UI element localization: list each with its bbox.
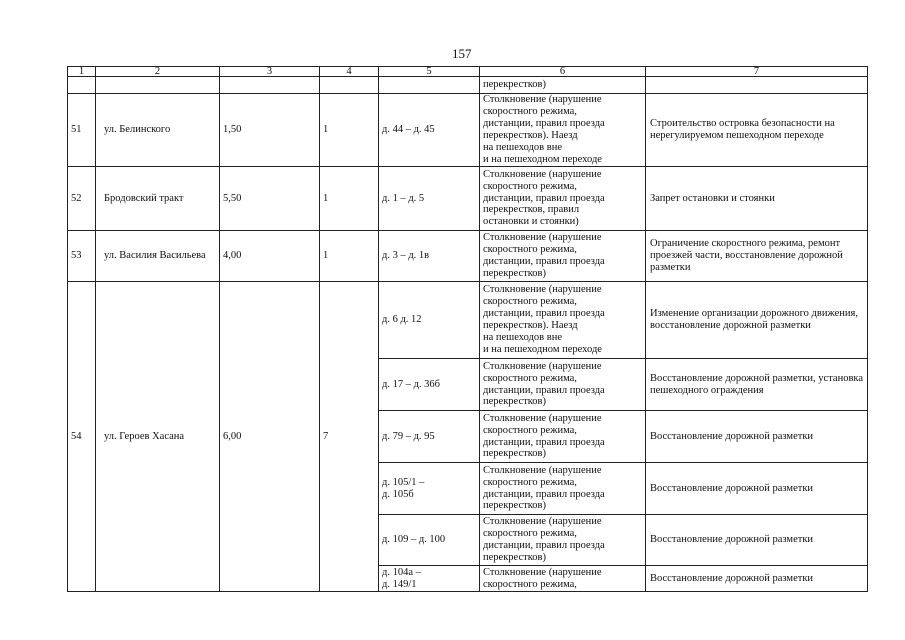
measures: Ограничение скоростного режима, ремонт проезжей части, восстановление дорожной разметки: [646, 231, 868, 282]
measures: Изменение организации дорожного движения, восстановление дорожной разметки: [646, 282, 868, 359]
street-name: ул. Белинского: [96, 94, 220, 167]
address-range: д. 109 – д. 100: [379, 515, 480, 566]
cont-cell: [379, 77, 480, 94]
accident-cause: Столкновение (нарушение скоростного режима, дистанции, правил проезда перекрестков): [480, 359, 646, 411]
measures: Восстановление дорожной разметки, установка пешеходного ограждения: [646, 359, 868, 411]
header-col-2: 2: [96, 67, 220, 77]
cont-cell: [646, 77, 868, 94]
accident-cause: Столкновение (нарушение скоростного режима, дистанции, правил проезда перекрестков, правил остановки и стоянки): [480, 167, 646, 231]
accident-cause: Столкновение (нарушение скоростного режима, дистанции, правил проезда перекрестков). Наезд на пешеходов вне и на пешеходном переходе: [480, 282, 646, 359]
street-name: Бродовский тракт: [96, 167, 220, 231]
header-col-6: 6: [480, 67, 646, 77]
address-range: д. 105/1 – д. 105б: [379, 463, 480, 515]
accident-cause: Столкновение (нарушение скоростного режима, дистанции, правил проезда перекрестков): [480, 515, 646, 566]
address-range: д. 44 – д. 45: [379, 94, 480, 167]
accident-cause: Столкновение (нарушение скоростного режима, дистанции, правил проезда перекрестков): [480, 463, 646, 515]
cont-cell: [320, 77, 379, 94]
header-col-1: 1: [68, 67, 96, 77]
accident-cause: Столкновение (нарушение скоростного режима, дистанции, правил проезда перекрестков): [480, 411, 646, 463]
address-range: д. 17 – д. 36б: [379, 359, 480, 411]
measures: Строительство островка безопасности на нерегулируемом пешеходном переходе: [646, 94, 868, 167]
accident-count: 1: [320, 167, 379, 231]
measures: Запрет остановки и стоянки: [646, 167, 868, 231]
accident-count: 1: [320, 94, 379, 167]
continuation-row: [68, 77, 868, 94]
accident-cause: Столкновение (нарушение скоростного режима, дистанции, правил проезда перекрестков): [480, 231, 646, 282]
header-col-4: 4: [320, 67, 379, 77]
measures: Восстановление дорожной разметки: [646, 463, 868, 515]
length: 1,50: [220, 94, 320, 167]
length: 5,50: [220, 167, 320, 231]
address-range: д. 79 – д. 95: [379, 411, 480, 463]
measures: Восстановление дорожной разметки: [646, 515, 868, 566]
table-row-52: [68, 167, 868, 231]
measures: Восстановление дорожной разметки: [646, 566, 868, 592]
accident-cause: Столкновение (нарушение скоростного режима,: [480, 566, 646, 592]
header-col-3: 3: [220, 67, 320, 77]
accident-count: 7: [320, 282, 379, 592]
accident-cause: Столкновение (нарушение скоростного режима, дистанции, правил проезда перекрестков). Наезд на пешеходов вне и на пешеходном переходе: [480, 94, 646, 167]
header-col-5: 5: [379, 67, 480, 77]
address-range: д. 6 д. 12: [379, 282, 480, 359]
table-row-53: [68, 231, 868, 282]
cont-cause-cell: перекрестков): [480, 77, 646, 94]
cont-cell: [220, 77, 320, 94]
length: 4,00: [220, 231, 320, 282]
table-row-51: [68, 94, 868, 167]
table-row-54-sub-1: [68, 282, 868, 359]
measures: Восстановление дорожной разметки: [646, 411, 868, 463]
address-range: д. 1 – д. 5: [379, 167, 480, 231]
row-number: 54: [68, 282, 96, 592]
length: 6,00: [220, 282, 320, 592]
row-number: 51: [68, 94, 96, 167]
row-number: 52: [68, 167, 96, 231]
page-number: 157: [452, 46, 472, 61]
row-number: 53: [68, 231, 96, 282]
address-range: д. 3 – д. 1в: [379, 231, 480, 282]
road-accident-table: [67, 66, 868, 592]
cont-cell: [96, 77, 220, 94]
header-col-7: 7: [646, 67, 868, 77]
cont-cell: [68, 77, 96, 94]
address-range: д. 104а – д. 149/1: [379, 566, 480, 592]
accident-count: 1: [320, 231, 379, 282]
street-name: ул. Василия Васильева: [96, 231, 220, 282]
header-row: [68, 67, 868, 77]
street-name: ул. Героев Хасана: [96, 282, 220, 592]
